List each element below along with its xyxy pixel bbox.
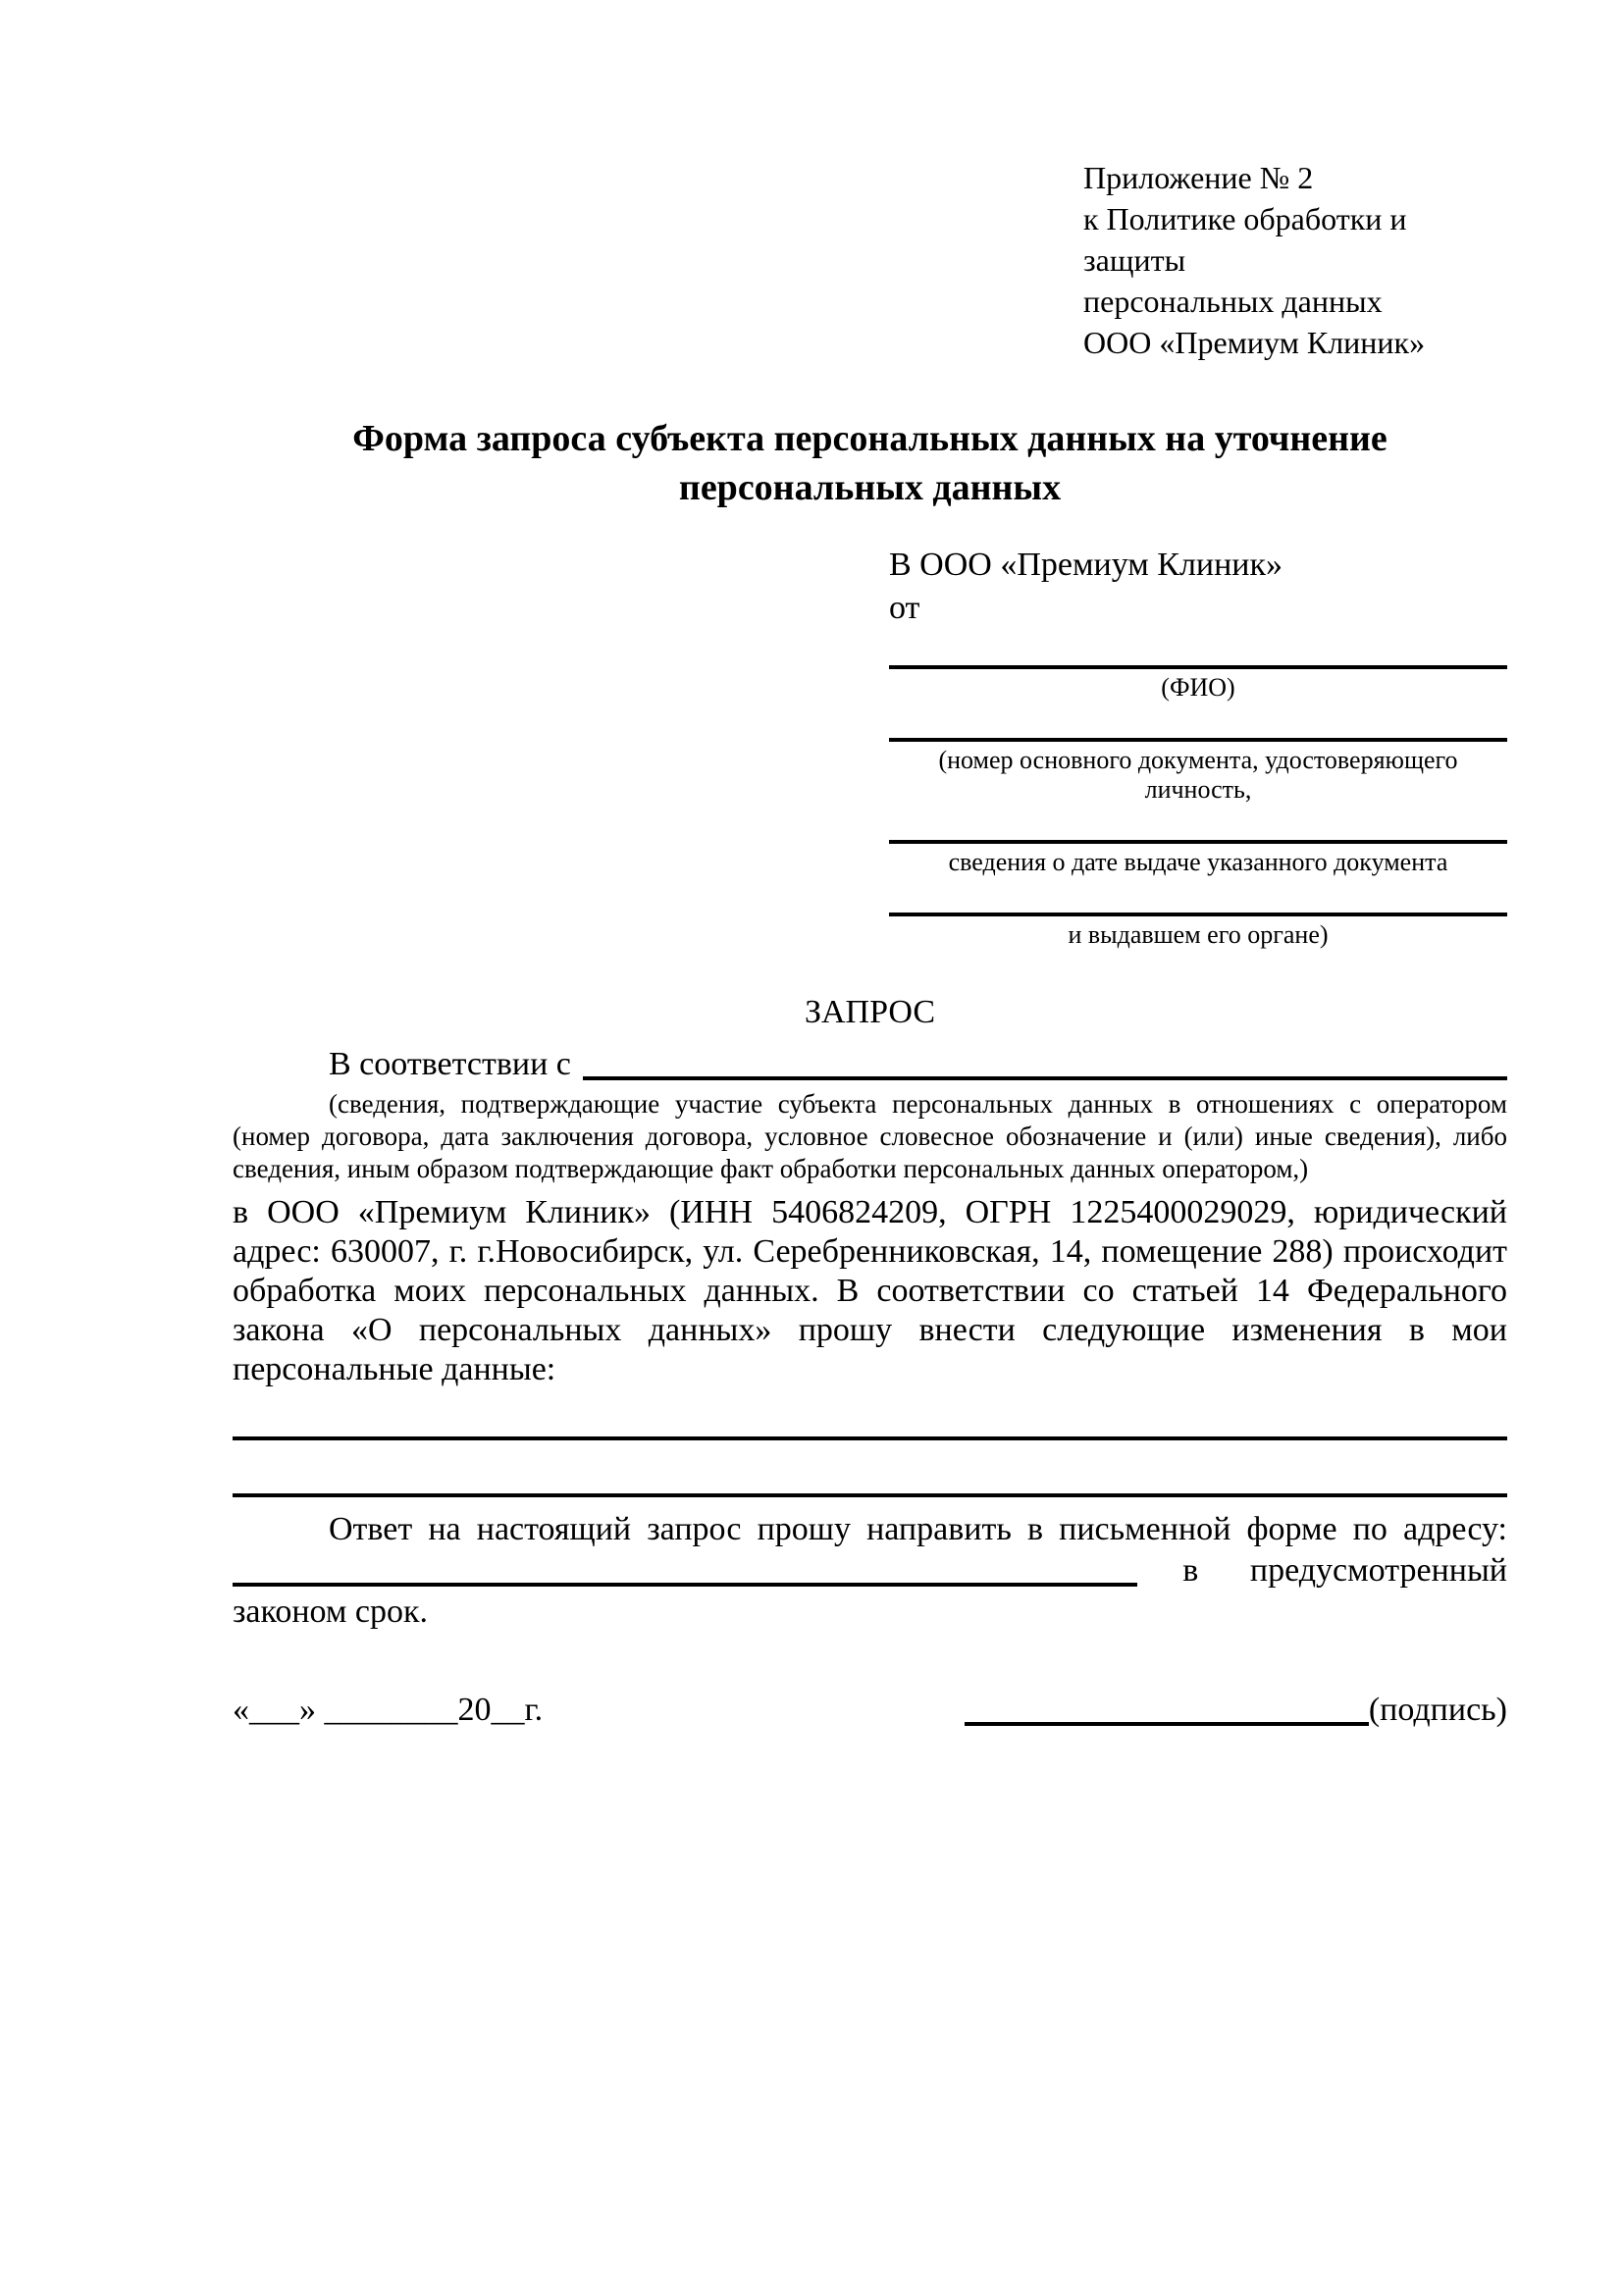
document-number-field	[889, 738, 1507, 805]
fio-field	[889, 665, 1507, 703]
answer-word-predusmotrenny: предусмотренный	[1249, 1552, 1507, 1589]
document-number-caption: (номер основного документа, удостоверяющего личность,	[938, 746, 1458, 804]
signature-group	[965, 1690, 1507, 1731]
answer-word-v: в	[1182, 1552, 1199, 1589]
answer-delivery-line: Ответ на настоящий запрос прошу направить в письменной форме по адресу:	[329, 1511, 1507, 1547]
addressee-to: В ООО «Премиум Клиник»	[889, 547, 1283, 583]
appendix-header-line-1: Приложение № 2	[1083, 160, 1314, 195]
issuing-authority-caption: и выдавшем его органе)	[1068, 920, 1329, 949]
addressee-block	[889, 544, 1507, 950]
changes-blank-line-2	[233, 1493, 1507, 1497]
answer-address-blank-line	[233, 1583, 1137, 1587]
request-body-paragraph: в ООО «Премиум Клиник» (ИНН 5406824209, ОГРН 1225400029029, юридический адрес: 630007, г. г.Новосибирск, ул. Серебренниковская, 14, помещение 288) происходит обработка моих персональных данных. В соответствии со статьей 14 Федерального закона «О персональных данных» прошу внести следующие изменения в мои персональные данные:	[233, 1194, 1507, 1387]
issue-date-field	[889, 840, 1507, 877]
fio-caption: (ФИО)	[1161, 673, 1235, 702]
appendix-header-line-2: к Политике обработки и защиты	[1083, 201, 1407, 278]
changes-blank-line-1	[233, 1436, 1507, 1440]
accordance-row	[233, 1044, 1507, 1085]
appendix-header	[1083, 157, 1507, 363]
accordance-lead-text: В соответствии с	[329, 1046, 571, 1082]
date-blank-text: «___» ________20__г.	[233, 1692, 544, 1728]
request-heading: ЗАПРОС	[804, 994, 936, 1030]
answer-address-row	[233, 1550, 1507, 1592]
issue-date-caption: сведения о дате выдаче указанного документа	[948, 848, 1448, 876]
accordance-note: (сведения, подтверждающие участие субъекта персональных данных в отношениях с оператором (номер договора, дата заключения договора, условное словесное обозначение и (или) иные сведения), либо сведения, иным образом подтверждающие факт обработки персональных данных оператором,)	[233, 1089, 1507, 1183]
document-title: Форма запроса субъекта персональных данных на уточнение персональных данных	[352, 418, 1387, 508]
issuing-authority-field	[889, 913, 1507, 950]
appendix-header-line-3: персональных данных	[1083, 284, 1383, 319]
addressee-from-label: от	[889, 590, 920, 626]
signature-row	[233, 1690, 1507, 1731]
accordance-blank-line	[583, 1076, 1507, 1080]
answer-gap-words	[1137, 1550, 1507, 1592]
appendix-header-line-4: ООО «Премиум Клиник»	[1083, 325, 1426, 360]
signature-caption: (подпись)	[1368, 1692, 1507, 1728]
answer-tail-text: законом срок.	[233, 1593, 428, 1630]
signature-blank-line	[965, 1722, 1369, 1726]
